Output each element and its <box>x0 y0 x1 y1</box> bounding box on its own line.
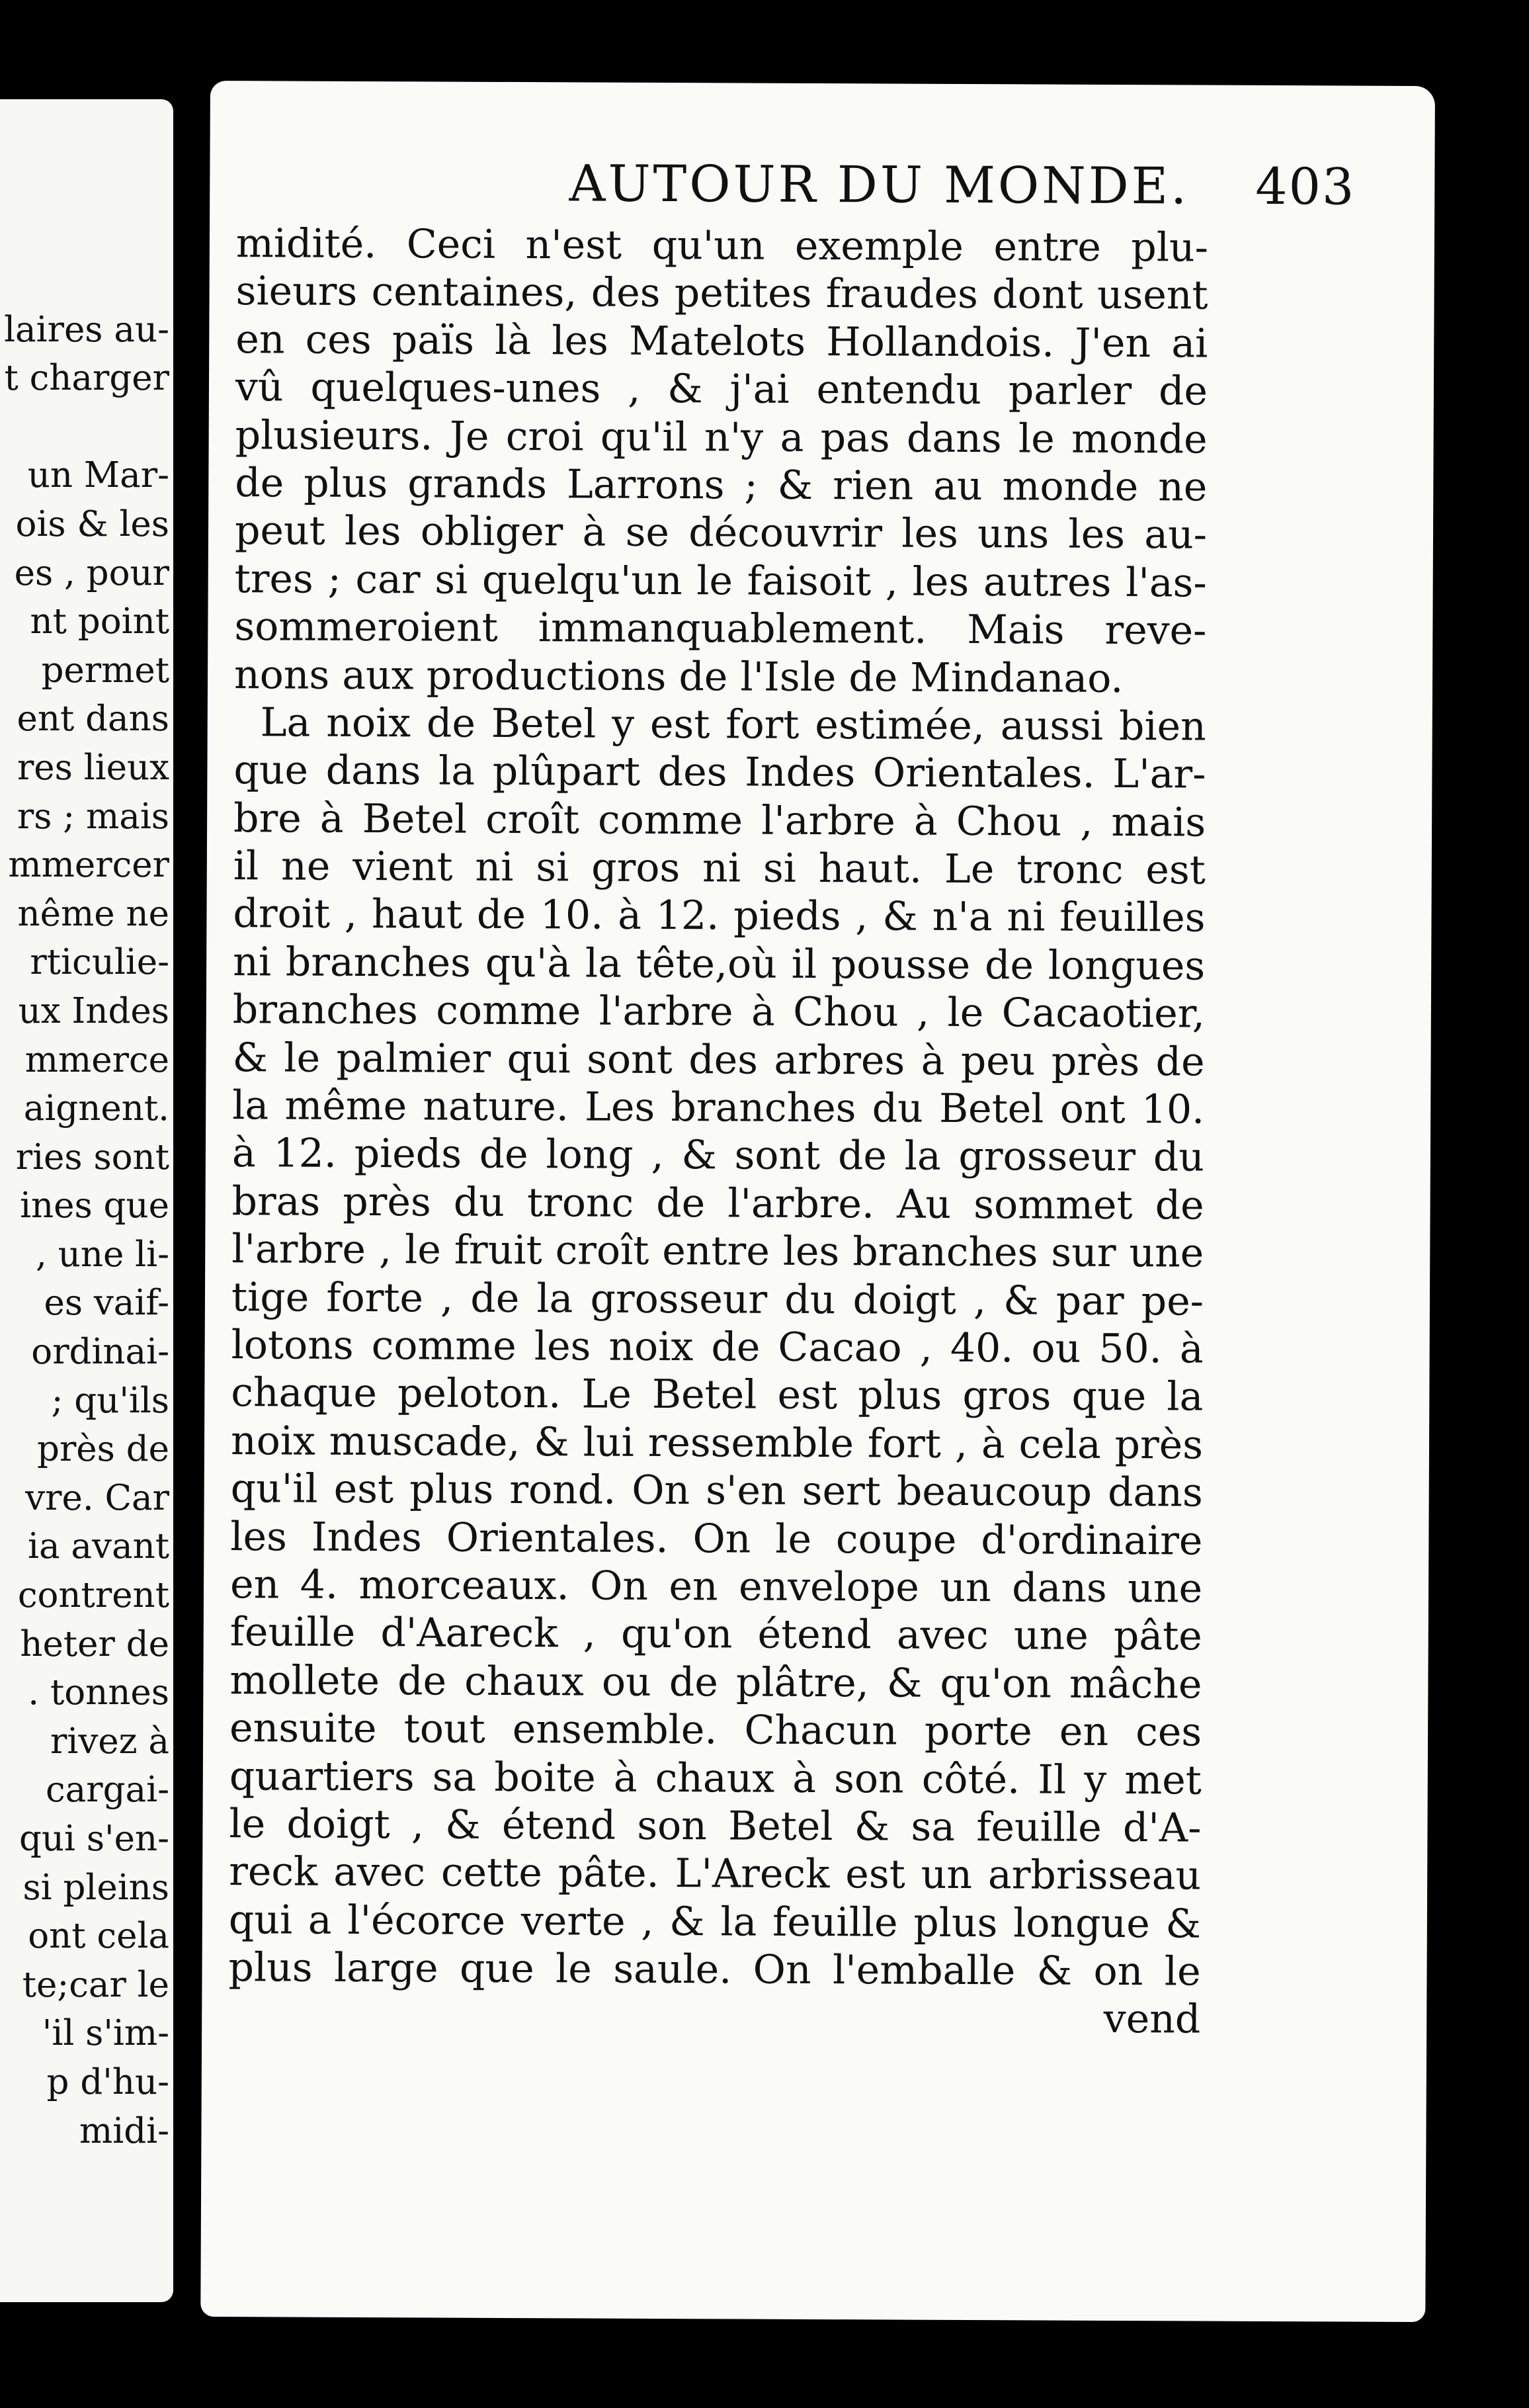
facing-page-line: ois & les <box>15 503 169 544</box>
facing-page-line: aignent. <box>23 1088 169 1129</box>
facing-page-line: ia avant <box>28 1526 169 1567</box>
catchword: vend <box>1103 1996 1201 2043</box>
text-line: plus large que le saule. On l'emballe & on le <box>228 1944 1201 1995</box>
text-line: l'arbre , le fruit croît entre les branches sur une <box>231 1226 1204 1277</box>
facing-page-line: permet <box>41 650 169 691</box>
facing-page-line: ordinai- <box>31 1332 169 1373</box>
facing-page-line: nême ne <box>17 893 169 934</box>
text-line: sieurs centaines, des petites fraudes dont usent <box>235 268 1208 319</box>
facing-page-line: es , pour <box>14 552 169 593</box>
text-line: peut les obliger à se découvrir les uns les au- <box>234 507 1208 558</box>
text-line: vû quelques-unes , & j'ai entendu parler de <box>235 364 1208 415</box>
text-line: la même nature. Les branches du Betel ont 10. <box>232 1082 1205 1133</box>
text-line: & le palmier qui sont des arbres à peu près de <box>232 1034 1205 1086</box>
facing-page-line: qui s'en- <box>19 1819 169 1859</box>
text-line: midité. Ceci n'est qu'un exemple entre plu- <box>235 220 1209 271</box>
facing-page-line: ; qu'ils <box>51 1380 169 1421</box>
text-line: nons aux productions de l'Isle de Mindanao. <box>233 651 1124 702</box>
text-line: lotons comme les noix de Cacao , 40. ou 50. à <box>231 1322 1204 1373</box>
facing-page-line: ont cela <box>28 1916 169 1957</box>
facing-page-line: ines que <box>20 1185 169 1226</box>
text-line: en 4. morceaux. On en envelope un dans une <box>229 1561 1203 1612</box>
facing-page-line: contrent <box>17 1575 169 1616</box>
text-line: reck avec cette pâte. L'Areck est un arbrisseau <box>229 1848 1202 1899</box>
text-line: branches comme l'arbre à Chou , le Cacaotier, <box>232 986 1206 1037</box>
facing-page-text <box>0 257 169 2155</box>
running-head <box>236 152 1355 216</box>
facing-page-line <box>0 257 169 306</box>
text-line: le doigt , & étend son Betel & sa feuille d'A- <box>229 1801 1202 1852</box>
text-line: sommeroient immanquablement. Mais reve- <box>234 603 1207 654</box>
text-line: en ces païs là les Matelots Hollandois. J'en ai <box>235 316 1208 367</box>
text-line: mollete de chaux ou de plâtre, & qu'on mâche <box>229 1656 1202 1708</box>
facing-page-line: mmerce <box>24 1039 169 1080</box>
facing-page-line: près de <box>37 1429 169 1470</box>
text-line: les Indes Orientales. On le coupe d'ordinaire <box>230 1513 1203 1565</box>
text-line: noix muscade, & lui ressemble fort , à cela près <box>230 1417 1204 1469</box>
facing-page-line: laires au- <box>4 309 169 350</box>
text-line: feuille d'Aareck , qu'on étend avec une pâte <box>229 1609 1202 1660</box>
facing-page-line: midi- <box>79 2110 169 2151</box>
text-line: droit , haut de 10. à 12. pieds , & n'a ni feuilles <box>233 890 1206 942</box>
text-line: il ne vient ni si gros ni si haut. Le tronc est <box>233 843 1206 894</box>
facing-page-line: . tonnes <box>28 1672 169 1713</box>
text-line: ni branches qu'à la tête,où il pousse de longues <box>233 939 1206 990</box>
facing-page-line: res lieux <box>17 747 169 788</box>
facing-page-line: nt point <box>30 601 169 642</box>
text-line: plusieurs. Je croi qu'il n'y a pas dans le monde <box>235 411 1208 463</box>
body-text <box>228 220 1208 2043</box>
text-line: La noix de Betel y est fort estimée, aussi bien <box>260 699 1206 750</box>
facing-page-line: t charger <box>4 358 169 399</box>
text-line: chaque peloton. Le Betel est plus gros que la <box>231 1369 1204 1420</box>
text-line: de plus grands Larrons ; & rien au monde ne <box>235 460 1208 511</box>
text-line: qu'il est plus rond. On s'en sert beaucoup dans <box>230 1465 1203 1516</box>
facing-page-line: es vaif- <box>44 1283 169 1324</box>
facing-page-line: rs ; mais <box>17 796 169 837</box>
facing-page-line: te;car le <box>22 1964 169 2005</box>
facing-page-line: un Mar- <box>27 455 169 496</box>
facing-page-line: 'il s'im- <box>42 2013 169 2054</box>
running-head-title: AUTOUR DU MONDE. <box>569 153 1190 216</box>
facing-page-line: ux Indes <box>18 990 169 1031</box>
text-line: ensuite tout ensemble. Chacun porte en ces <box>229 1705 1202 1756</box>
text-line: tres ; car si quelqu'un le faisoit , les autres l'as- <box>234 555 1207 607</box>
text-line: bre à Betel croît comme l'arbre à Chou , mais <box>233 795 1206 846</box>
facing-page-line: cargai- <box>45 1770 169 1811</box>
text-line: que dans la plûpart des Indes Orientales. L'ar- <box>233 747 1206 798</box>
facing-page-line: ent dans <box>17 699 169 740</box>
text-line: quartiers sa boite à chaux à son côté. Il y met <box>229 1752 1202 1804</box>
text-line: tige forte , de la grosseur du doigt , & par pe- <box>231 1273 1204 1325</box>
text-line: qui a l'écorce verte , & la feuille plus longue & <box>228 1896 1202 1948</box>
facing-page-line: vre. Car <box>25 1477 169 1518</box>
facing-page-fragment <box>0 99 173 2302</box>
text-line: bras près du tronc de l'arbre. Au sommet de <box>231 1178 1204 1229</box>
facing-page-line: p d'hu- <box>46 2061 169 2102</box>
page <box>200 81 1435 2322</box>
facing-page-line: mmercer <box>8 845 169 886</box>
facing-page-line: ries sont <box>15 1137 169 1178</box>
facing-page-line: heter de <box>20 1623 169 1664</box>
facing-page-line: , une li- <box>36 1234 169 1275</box>
facing-page-line: si pleins <box>22 1867 169 1908</box>
page-number: 403 <box>1255 156 1356 216</box>
facing-page-line: rticulie- <box>30 942 169 983</box>
facing-page-line <box>0 403 169 452</box>
facing-page-line: rivez à <box>50 1721 169 1762</box>
text-line: à 12. pieds de long , & sont de la grosseur du <box>231 1130 1205 1181</box>
